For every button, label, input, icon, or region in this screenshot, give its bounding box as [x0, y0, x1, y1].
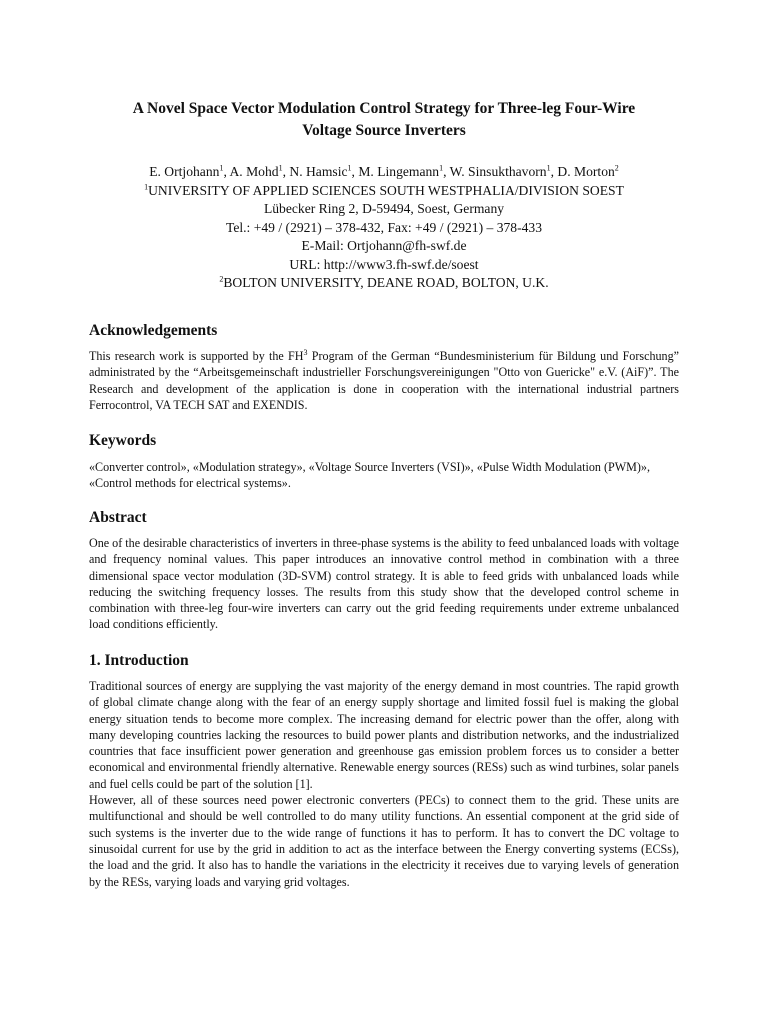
affiliation-1-name: $^1$UNIVERSITY OF APPLIED SCIENCES SOUTH WESTPHALIA/DIVISION SOEST [144, 181, 624, 198]
author: M. Lingemann$^1$, [358, 163, 450, 179]
author: D. Morton$^2$ [557, 163, 619, 179]
keywords-heading: Keywords [89, 432, 157, 449]
author: N. Hamsic$^1$, [289, 163, 359, 179]
paper-title-line-2: Voltage Source Inverters [302, 122, 466, 139]
author: E. Ortjohann$^1$, [149, 163, 230, 179]
affiliation-1-url: URL: http://www3.fh-swf.de/soest [289, 256, 479, 272]
abstract-text: One of the desirable characteristics of inverters in three-phase systems is the ability to feed unbalanced loads with voltage and frequency nominal values. This paper introduces an innovative control method in combination with a three dimensional space vector modulation (3D-SVM) control strategy. It is able to feed grids with unbalanced loads while reducing the switching frequency losses. The results from this study show that the developed control scheme in combination with three-leg four-wire inverters can carry out the grid feeding requirements under extreme unbalanced load conditions efficiently. [89, 536, 679, 632]
introduction-paragraph-1: Traditional sources of energy are supplying the vast majority of the energy demand in most countries. The rapid growth of global climate change along with the fear of an energy supply shortage and limited fossil fuel is making the global energy situation tends to become more complex. The increasing demand for electric power than the offer, along with many developing countries lacking the resources to build power plants and distribution networks, and the industrialized countries that face insufficient power generation and greenhouse gas emission problem forces us to consider a better economical and environmental friendly alternative. Renewable energy sources (RESs) such as wind turbines, solar panels and fuel cells could be part of the solution [1]. [89, 679, 679, 791]
introduction-body [89, 678, 679, 890]
introduction-heading: 1. Introduction [89, 652, 189, 669]
affiliation-2-name: $^2$BOLTON UNIVERSITY, DEANE ROAD, BOLTON, U.K. [219, 274, 549, 290]
introduction-paragraph-2: However, all of these sources need power electronic converters (PECs) to connect them to the grid. These units are multifunctional and should be well controlled to do many utility functions. An essential component at the grid side of such systems is the inverter due to the wide range of functions it has to perform. It has to convert the DC voltage to sinusoidal current for use by the grid in addition to act as the interface between the Energy converting systems (ECSs), the load and the grid. It also has to handle the variations in the electricity it receives due to varying levels of generation by the RESs, varying loads and varying grid voltages. [89, 793, 679, 889]
acknowledgements-text: This research work is supported by the $FH^3$ Program of the German “Bundesministerium für Bildung und Forschung” administrated by the “Arbeitsgemeinschaft industrieller Forschungsvereinigungen "Otto von Guericke" e.V. (AiF)”. The Research and development of the application is done in cooperation with the international industrial partners Ferrocontrol, VA TECH SAT and EXENDIS. [89, 347, 680, 412]
affiliation-1-address: Lübecker Ring 2, D-59494, Soest, Germany [263, 201, 505, 216]
paper-title-line-1: A Novel Space Vector Modulation Control Strategy for Three-leg Four-Wire [132, 100, 636, 117]
author-list [60, 163, 708, 182]
affiliation-1-email: E-Mail: Ortjohann@fh-swf.de [301, 238, 467, 253]
paper-title [80, 98, 688, 142]
abstract-heading: Abstract [89, 509, 147, 526]
affiliation-1-phone: Tel.: +49 / (2921) – 378-432, Fax: +49 / (2921) – 378-433 [225, 219, 543, 235]
author: W. Sinsukthavorn$^1$, [449, 163, 558, 179]
acknowledgements-heading: Acknowledgements [89, 322, 218, 339]
author: A. Mohd$^1$, [229, 163, 290, 179]
author-block [60, 163, 708, 293]
keywords-text: «Converter control», «Modulation strategy», «Voltage Source Inverters (VSI)», «Pulse Width Modulation (PWM)», «Control methods for electrical systems». [89, 460, 650, 491]
